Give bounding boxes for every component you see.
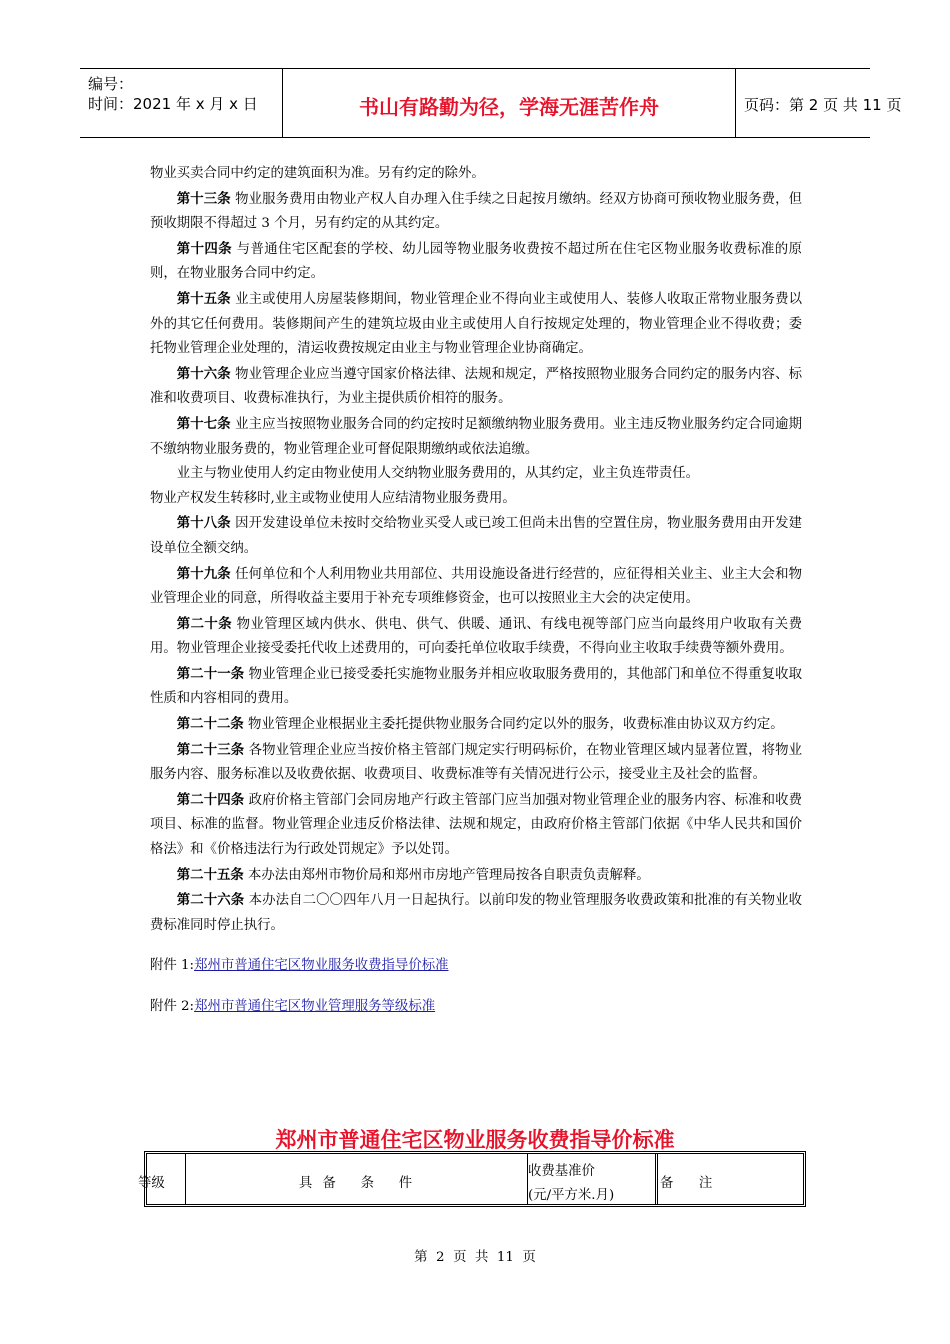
grade-header-label: 等级: [138, 1176, 165, 1191]
article-list: [150, 162, 802, 938]
note-header-label: 备 注: [660, 1176, 713, 1191]
article-paragraph: [150, 412, 802, 462]
article-paragraph: [150, 162, 802, 187]
table-header-note: [655, 1154, 806, 1204]
article-number: 第二十条: [176, 615, 232, 632]
article-text: 与普通住宅区配套的学校、幼儿园等物业服务收费按不超过所在住宅区物业服务收费标准的原则，在物业服务合同中约定。: [150, 241, 802, 282]
article-number: 第二十二条: [176, 716, 244, 733]
article-text: 各物业管理企业应当按价格主管部门规定实行明码标价，在物业管理区域内显著位置，将物业服务内容、服务标准以及收费依据、收费项目、收费标准等有关情况进行公示，接受业主及社会的监督。: [150, 742, 802, 783]
article-number: 第二十六条: [176, 892, 245, 909]
header-page-info: 页码：第 2 页 共 11 页: [744, 96, 902, 114]
article-number: 第十四条: [176, 240, 232, 257]
article-paragraph: [150, 511, 802, 561]
article-number: 第二十一条: [176, 665, 245, 682]
article-text: 物业管理企业已接受委托实施物业服务并相应收取服务费用的，其他部门和单位不得重复收取性质和内容相同的费用。: [150, 666, 802, 707]
header-motto-cell: [282, 69, 736, 137]
article-number: 第二十三条: [176, 741, 245, 758]
article-paragraph: [150, 562, 802, 612]
article-text: 物业买卖合同中约定的建筑面积为准。另有约定的除外。: [150, 166, 485, 181]
article-paragraph: [150, 487, 802, 512]
article-paragraph: [150, 287, 802, 362]
document-body: [150, 162, 802, 1020]
fee-standard-table: [138, 1151, 806, 1207]
document-date: 时间：2021 年 x 月 x 日: [88, 95, 258, 113]
fee-header-label: 收费基准价: [528, 1164, 595, 1179]
article-paragraph: [150, 712, 802, 738]
attachment-doc-title: 郑州市普通住宅区物业服务收费指导价标准: [275, 1128, 675, 1152]
attachment-1-prefix: 附件 1:: [150, 958, 195, 974]
table-header-conditions: [185, 1154, 528, 1204]
attachment-2: [150, 995, 802, 1020]
article-number: 第十六条: [176, 365, 231, 382]
table-header-fee: [527, 1154, 656, 1204]
article-text: 物业管理企业根据业主委托提供物业服务合同约定以外的服务，收费标准由协议双方约定。: [243, 717, 784, 733]
article-number: 第十五条: [176, 290, 231, 307]
document-number-label: 编号：: [88, 75, 134, 93]
article-paragraph: [150, 362, 802, 412]
article-number: 第十七条: [176, 415, 231, 432]
article-number: 第十三条: [176, 190, 231, 207]
conditions-header-label: 具 备 条 件: [298, 1176, 416, 1191]
header-motto: 书山有路勤为径，学海无涯苦作舟: [359, 95, 659, 119]
attachment-2-prefix: 附件 2:: [150, 999, 195, 1014]
article-text: 任何单位和个人利用物业共用部位、共用设施设备进行经营的，应征得相关业主、业主大会和物业管理企业的同意，所得收益主要用于补充专项维修资金，也可以按照业主大会的决定使用。: [150, 566, 802, 607]
article-paragraph: [150, 187, 802, 237]
article-text: 业主与物业使用人约定由物业使用人交纳物业服务费用的，从其约定，业主负连带责任。: [176, 466, 700, 482]
header-page-cell: [735, 69, 902, 137]
article-text: 物业管理区域内供水、供电、供气、供暖、通讯、有线电视等部门应当向最终用户收取有关费用。物业管理企业接受委托代收上述费用的，可向委托单位收取手续费，不得向业主收取手续费等额外费用。: [150, 616, 802, 657]
article-text: 物业管理企业应当遵守国家价格法律、法规和规定，严格按照物业服务合同约定的服务内容、标准和收费项目、收费标准执行，为业主提供质价相符的服务。: [150, 366, 802, 407]
article-text: 物业产权发生转移时,业主或物业使用人应结清物业服务费用。: [150, 490, 516, 506]
article-text: 业主或使用人房屋装修期间，物业管理企业不得向业主或使用人、装修人收取正常物业服务费以外的其它任何费用。装修期间产生的建筑垃圾由业主或使用人自行按规定处理的，物业管理企业不得收费；委托物业管理企业处理的，清运收费按规定由业主与物业管理企业协商确定。: [150, 291, 802, 357]
attachment-1: [150, 954, 802, 979]
article-text: 本办法由郑州市物价局和郑州市房地产管理局按各自职责负责解释。: [243, 867, 650, 883]
article-paragraph: [150, 662, 802, 712]
article-paragraph: [150, 612, 802, 662]
article-text: 物业服务费用由物业产权人自办理入住手续之日起按月缴纳。经双方协商可预收物业服务费，但预收期限不得超过 3 个月，另有约定的从其约定。: [150, 191, 802, 232]
article-paragraph: [150, 788, 802, 863]
article-paragraph: [150, 888, 802, 938]
article-number: 第十八条: [176, 515, 231, 532]
page-footer: 第 2 页 共 11 页: [414, 1250, 536, 1265]
article-number: 第二十五条: [176, 866, 244, 883]
article-text: 因开发建设单位未按时交给物业买受人或已竣工但尚未出售的空置住房，物业服务费用由开发建设单位全额交纳。: [150, 516, 802, 556]
page-header: [80, 68, 902, 138]
fee-header-unit: (元/平方米.月): [528, 1188, 615, 1203]
article-paragraph: [150, 738, 802, 788]
article-paragraph: [150, 237, 802, 287]
article-number: 第二十四条: [176, 791, 245, 808]
table-header-grade: [138, 1154, 185, 1204]
header-meta-cell: [80, 69, 282, 137]
article-text: 政府价格主管部门会同房地产行政主管部门应当加强对物业管理企业的服务内容、标准和收费项目、标准的监督。物业管理企业违反价格法律、法规和规定，由政府价格主管部门依据《中华人民共和国价格法》和《价格违法行为行政处罚规定》予以处罚。: [150, 792, 802, 858]
attachment-1-link[interactable]: 郑州市普通住宅区物业服务收费指导价标准: [194, 958, 449, 974]
attachment-2-link[interactable]: 郑州市普通住宅区物业管理服务等级标准: [194, 999, 436, 1014]
article-text: 业主应当按照物业服务合同的约定按时足额缴纳物业服务费用。业主违反物业服务约定合同逾期不缴纳物业服务费的，物业管理企业可督促限期缴纳或依法追缴。: [150, 416, 802, 457]
article-number: 第十九条: [176, 565, 231, 582]
article-paragraph: [150, 863, 802, 889]
article-text: 本办法自二〇〇四年八月一日起执行。以前印发的物业管理服务收费政策和批准的有关物业收费标准同时停止执行。: [150, 893, 802, 933]
article-paragraph: [150, 462, 802, 487]
